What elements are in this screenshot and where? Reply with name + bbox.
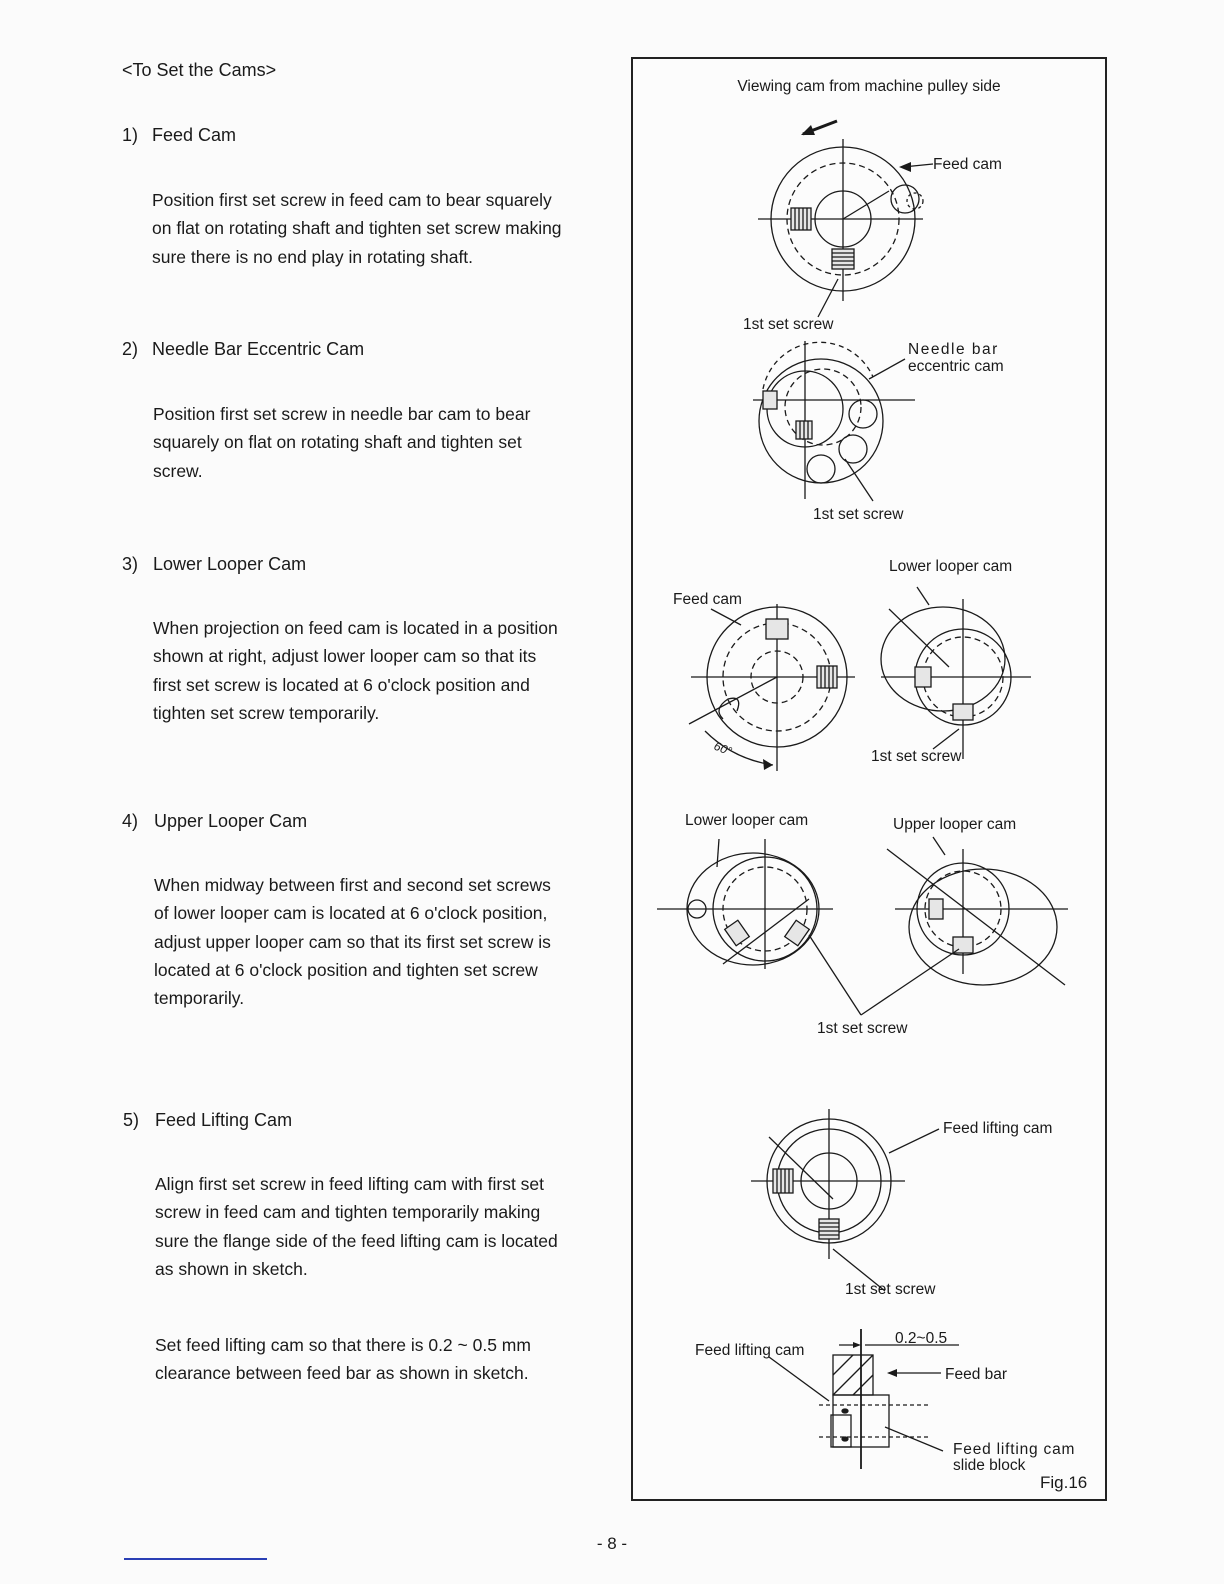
figure-caption: Viewing cam from machine pulley side bbox=[737, 78, 1001, 95]
section-4-line: When midway between first and second set screws bbox=[154, 875, 551, 895]
lower-looper-cam-diagram-2 bbox=[657, 839, 833, 969]
label-eccentric-cam: eccentric cam bbox=[908, 358, 1004, 375]
label-needle-bar: Needle bar bbox=[908, 341, 999, 358]
footer-link-underline bbox=[124, 1558, 267, 1560]
section-4-line: adjust upper looper cam so that its first set screw is bbox=[154, 931, 551, 952]
section-5-line: screw in feed cam and tighten temporarily making bbox=[155, 1202, 541, 1223]
section-2-heading: Needle Bar Eccentric Cam bbox=[152, 339, 365, 359]
section-1-line: sure there is no end play in rotating shaft. bbox=[152, 246, 474, 267]
section-2-line: Position first set screw in needle bar cam to bear bbox=[153, 404, 531, 424]
needle-bar-cam-diagram bbox=[753, 341, 915, 501]
figure-drawing bbox=[633, 59, 1105, 1499]
label-upper-looper-cam: Upper looper cam bbox=[893, 816, 1017, 833]
feed-cam-diagram bbox=[758, 121, 933, 317]
section-4-number: 4) bbox=[122, 811, 139, 831]
figure-number: Fig.16 bbox=[1040, 1473, 1088, 1492]
section-3-line: first set screw is located at 6 o'clock position and bbox=[153, 674, 530, 695]
section-2-body bbox=[153, 400, 583, 485]
section-4-heading: Upper Looper Cam bbox=[154, 811, 308, 831]
page-title: <To Set the Cams> bbox=[122, 60, 277, 80]
section-5-body bbox=[155, 1170, 585, 1283]
section-3-number: 3) bbox=[122, 554, 139, 574]
section-1-heading: Feed Cam bbox=[152, 125, 237, 145]
feed-lifting-cam-diagram bbox=[751, 1109, 939, 1291]
section-4-line: located at 6 o'clock position and tighten set screw bbox=[154, 959, 538, 980]
label-angle-60: 60° bbox=[711, 738, 734, 759]
upper-looper-cam-diagram bbox=[887, 837, 1068, 985]
section-3-body bbox=[153, 614, 583, 727]
label-first-set-screw: 1st set screw bbox=[743, 316, 834, 333]
label-first-set-screw-4: 1st set screw bbox=[817, 1020, 908, 1037]
label-lower-looper-cam: Lower looper cam bbox=[889, 558, 1013, 575]
section-5-line: sure the flange side of the feed lifting cam is located bbox=[155, 1230, 558, 1251]
section-3-line: shown at right, adjust lower looper cam so that its bbox=[153, 646, 537, 667]
label-slide-block-1: Feed lifting cam bbox=[953, 1441, 1076, 1458]
section-2-line: squarely on flat on rotating shaft and tighten set bbox=[153, 432, 522, 453]
label-feed-lifting-cam: Feed lifting cam bbox=[943, 1120, 1053, 1137]
section-1-number: 1) bbox=[122, 125, 139, 145]
lower-looper-cam-diagram bbox=[881, 587, 1031, 759]
label-feed-lifting-cam-2: Feed lifting cam bbox=[695, 1342, 805, 1359]
label-lower-looper-cam-2: Lower looper cam bbox=[685, 812, 809, 829]
section-2-line: screw. bbox=[153, 460, 203, 481]
section-5-number: 5) bbox=[123, 1110, 140, 1130]
label-first-set-screw-5: 1st set screw bbox=[845, 1281, 936, 1298]
section-3-line: When projection on feed cam is located in a position bbox=[153, 618, 558, 638]
section-3-line: tighten set screw temporarily. bbox=[153, 702, 380, 723]
label-feed-bar: Feed bar bbox=[945, 1366, 1008, 1383]
section-5-line: Align first set screw in feed lifting cam with first set bbox=[155, 1174, 545, 1194]
section-4-line: temporarily. bbox=[154, 988, 245, 1009]
section-1-body bbox=[152, 186, 582, 271]
label-slide-block-2: slide block bbox=[953, 1457, 1026, 1474]
label-first-set-screw-3: 1st set screw bbox=[871, 748, 962, 765]
section-1-line: on flat on rotating shaft and tighten set screw making bbox=[152, 218, 562, 239]
label-first-set-screw-2: 1st set screw bbox=[813, 506, 904, 523]
section-5-line: as shown in sketch. bbox=[155, 1258, 308, 1279]
label-feed-cam: Feed cam bbox=[933, 156, 1002, 173]
section-5-body-2 bbox=[155, 1331, 585, 1388]
page-number: - 8 - bbox=[596, 1534, 628, 1553]
section-5-line: Set feed lifting cam so that there is 0.2 ~ 0.5 mm bbox=[155, 1335, 531, 1355]
section-3-heading: Lower Looper Cam bbox=[153, 554, 307, 574]
section-2-number: 2) bbox=[122, 339, 139, 359]
label-clearance: 0.2~0.5 bbox=[895, 1330, 948, 1347]
section-1-line: Position first set screw in feed cam to bear squarely bbox=[152, 190, 552, 210]
figure-box bbox=[631, 57, 1107, 1501]
section-5-line: clearance between feed bar as shown in sketch. bbox=[155, 1363, 529, 1384]
section-5-heading: Feed Lifting Cam bbox=[155, 1110, 293, 1130]
label-feed-cam-2: Feed cam bbox=[673, 591, 742, 608]
section-4-line: of lower looper cam is located at 6 o'clock position, bbox=[154, 903, 548, 924]
section-4-body bbox=[154, 871, 584, 1012]
